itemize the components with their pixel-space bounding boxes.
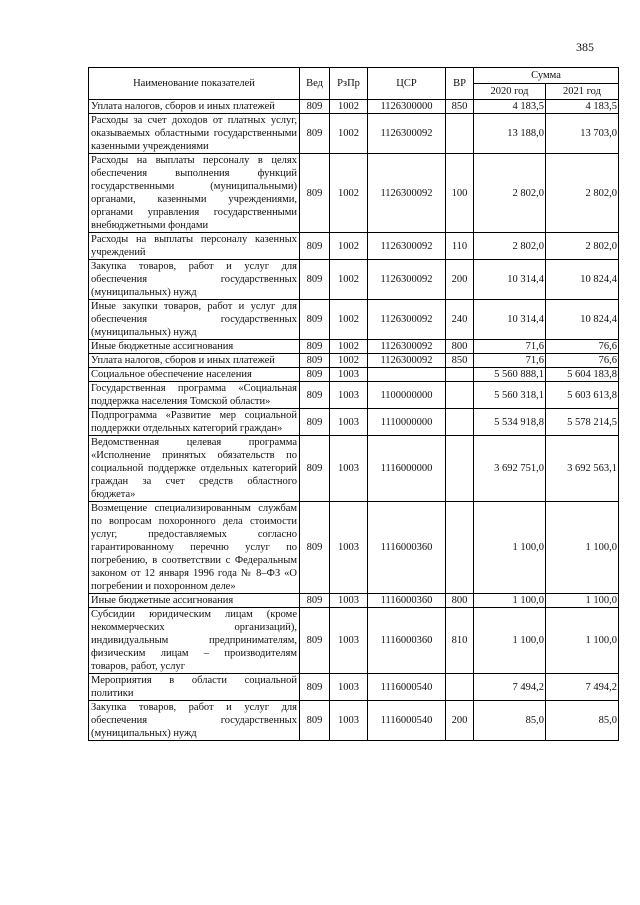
cell-2020: 71,6 [474, 354, 546, 368]
cell-vr [446, 368, 474, 382]
cell-csr: 1116000000 [368, 436, 446, 502]
cell-ved: 809 [300, 674, 330, 701]
header-ved: Вед [300, 68, 330, 100]
cell-ved: 809 [300, 368, 330, 382]
table-row [89, 594, 619, 608]
cell-ved: 809 [300, 114, 330, 154]
cell-2020: 7 494,2 [474, 674, 546, 701]
cell-rzpr: 1003 [330, 594, 368, 608]
cell-ved: 809 [300, 502, 330, 594]
cell-rzpr: 1003 [330, 674, 368, 701]
cell-ved: 809 [300, 608, 330, 674]
cell-vr: 240 [446, 300, 474, 340]
cell-csr: 1110000000 [368, 409, 446, 436]
table-row [89, 233, 619, 260]
budget-table [88, 67, 619, 741]
header-2021: 2021 год [546, 84, 619, 100]
cell-name: Уплата налогов, сборов и иных платежей [89, 100, 300, 114]
cell-name: Подпрограмма «Развитие мер социальной поддержки отдельных категорий граждан» [89, 409, 300, 436]
cell-ved: 809 [300, 409, 330, 436]
cell-csr: 1116000540 [368, 674, 446, 701]
cell-name: Мероприятия в области социальной политики [89, 674, 300, 701]
cell-rzpr: 1003 [330, 608, 368, 674]
cell-csr: 1126300000 [368, 100, 446, 114]
cell-name: Социальное обеспечение населения [89, 368, 300, 382]
cell-2021: 5 604 183,8 [546, 368, 619, 382]
cell-vr: 800 [446, 594, 474, 608]
table-row [89, 436, 619, 502]
cell-rzpr: 1002 [330, 100, 368, 114]
cell-vr: 850 [446, 100, 474, 114]
table-row [89, 354, 619, 368]
cell-2021: 76,6 [546, 340, 619, 354]
cell-name: Субсидии юридическим лицам (кроме некоммерческих организаций), индивидуальным предпринимателям, физическим лицам – производителям товаров, работ, услуг [89, 608, 300, 674]
cell-vr: 200 [446, 701, 474, 741]
cell-name: Расходы за счет доходов от платных услуг, оказываемых областными государственными казенными учреждениями [89, 114, 300, 154]
cell-rzpr: 1003 [330, 368, 368, 382]
cell-2020: 71,6 [474, 340, 546, 354]
cell-ved: 809 [300, 233, 330, 260]
table-row [89, 674, 619, 701]
cell-2021: 5 578 214,5 [546, 409, 619, 436]
cell-rzpr: 1003 [330, 701, 368, 741]
table-body [89, 100, 619, 741]
cell-2020: 1 100,0 [474, 594, 546, 608]
table-row [89, 300, 619, 340]
cell-vr [446, 674, 474, 701]
cell-ved: 809 [300, 382, 330, 409]
cell-rzpr: 1002 [330, 233, 368, 260]
cell-csr: 1116000360 [368, 502, 446, 594]
cell-2020: 10 314,4 [474, 300, 546, 340]
cell-rzpr: 1002 [330, 114, 368, 154]
cell-ved: 809 [300, 154, 330, 233]
cell-csr: 1126300092 [368, 340, 446, 354]
cell-2020: 4 183,5 [474, 100, 546, 114]
cell-vr: 200 [446, 260, 474, 300]
cell-2021: 4 183,5 [546, 100, 619, 114]
table-row [89, 701, 619, 741]
cell-2020: 1 100,0 [474, 502, 546, 594]
cell-2020: 5 560 318,1 [474, 382, 546, 409]
cell-csr: 1126300092 [368, 260, 446, 300]
cell-2020: 1 100,0 [474, 608, 546, 674]
cell-vr [446, 436, 474, 502]
cell-2021: 3 692 563,1 [546, 436, 619, 502]
cell-vr [446, 409, 474, 436]
cell-ved: 809 [300, 436, 330, 502]
cell-name: Иные бюджетные ассигнования [89, 594, 300, 608]
cell-csr [368, 368, 446, 382]
cell-vr [446, 382, 474, 409]
cell-name: Государственная программа «Социальная поддержка населения Томской области» [89, 382, 300, 409]
cell-2021: 5 603 613,8 [546, 382, 619, 409]
cell-ved: 809 [300, 701, 330, 741]
cell-2021: 7 494,2 [546, 674, 619, 701]
cell-vr: 800 [446, 340, 474, 354]
cell-2021: 2 802,0 [546, 154, 619, 233]
cell-2020: 2 802,0 [474, 154, 546, 233]
table-row [89, 409, 619, 436]
cell-csr: 1116000360 [368, 594, 446, 608]
cell-rzpr: 1003 [330, 409, 368, 436]
header-rzpr: РзПр [330, 68, 368, 100]
cell-csr: 1126300092 [368, 233, 446, 260]
cell-rzpr: 1002 [330, 260, 368, 300]
table-row [89, 154, 619, 233]
header-sum: Сумма [474, 68, 619, 84]
cell-rzpr: 1003 [330, 502, 368, 594]
cell-name: Уплата налогов, сборов и иных платежей [89, 354, 300, 368]
cell-rzpr: 1003 [330, 436, 368, 502]
cell-ved: 809 [300, 594, 330, 608]
cell-rzpr: 1002 [330, 300, 368, 340]
table-row [89, 502, 619, 594]
cell-name: Расходы на выплаты персоналу казенных учреждений [89, 233, 300, 260]
cell-rzpr: 1003 [330, 382, 368, 409]
cell-rzpr: 1002 [330, 354, 368, 368]
cell-ved: 809 [300, 100, 330, 114]
header-vr: ВР [446, 68, 474, 100]
cell-csr: 1116000360 [368, 608, 446, 674]
cell-2021: 1 100,0 [546, 502, 619, 594]
cell-csr: 1116000540 [368, 701, 446, 741]
cell-2020: 13 188,0 [474, 114, 546, 154]
header-name: Наименование показателей [89, 68, 300, 100]
cell-ved: 809 [300, 260, 330, 300]
cell-2021: 85,0 [546, 701, 619, 741]
cell-2020: 3 692 751,0 [474, 436, 546, 502]
cell-vr [446, 114, 474, 154]
cell-2020: 10 314,4 [474, 260, 546, 300]
cell-vr: 810 [446, 608, 474, 674]
cell-name: Ведомственная целевая программа «Исполнение принятых обязательств по социальной поддержке отдельных категорий граждан за счет средств областного бюджета» [89, 436, 300, 502]
cell-2021: 10 824,4 [546, 300, 619, 340]
cell-2020: 85,0 [474, 701, 546, 741]
cell-vr [446, 502, 474, 594]
cell-2021: 1 100,0 [546, 608, 619, 674]
header-2020: 2020 год [474, 84, 546, 100]
cell-ved: 809 [300, 354, 330, 368]
cell-rzpr: 1002 [330, 154, 368, 233]
cell-2021: 10 824,4 [546, 260, 619, 300]
cell-name: Возмещение специализированным службам по вопросам похоронного дела стоимости услуг, предоставляемых согласно гарантированному перечню услуг по погребению, в соответствии с Федеральным законом от 12 января 1996 года № 8–ФЗ «О погребении и похоронном деле» [89, 502, 300, 594]
table-row [89, 382, 619, 409]
cell-name: Иные закупки товаров, работ и услуг для обеспечения государственных (муниципальных) нужд [89, 300, 300, 340]
cell-csr: 1126300092 [368, 114, 446, 154]
cell-rzpr: 1002 [330, 340, 368, 354]
cell-ved: 809 [300, 300, 330, 340]
cell-2021: 1 100,0 [546, 594, 619, 608]
header-csr: ЦСР [368, 68, 446, 100]
table-row [89, 608, 619, 674]
cell-name: Закупка товаров, работ и услуг для обеспечения государственных (муниципальных) нужд [89, 701, 300, 741]
cell-vr: 110 [446, 233, 474, 260]
table-row [89, 100, 619, 114]
cell-name: Иные бюджетные ассигнования [89, 340, 300, 354]
cell-2021: 13 703,0 [546, 114, 619, 154]
cell-2021: 2 802,0 [546, 233, 619, 260]
cell-csr: 1126300092 [368, 300, 446, 340]
cell-2020: 2 802,0 [474, 233, 546, 260]
cell-vr: 850 [446, 354, 474, 368]
table-row [89, 340, 619, 354]
page-number: 385 [576, 40, 594, 54]
cell-csr: 1126300092 [368, 154, 446, 233]
cell-name: Закупка товаров, работ и услуг для обеспечения государственных (муниципальных) нужд [89, 260, 300, 300]
cell-ved: 809 [300, 340, 330, 354]
cell-2020: 5 560 888,1 [474, 368, 546, 382]
cell-2020: 5 534 918,8 [474, 409, 546, 436]
cell-name: Расходы на выплаты персоналу в целях обеспечения выполнения функций государственными (муниципальными) органами, казенными учреждениями, органами управления государственными внебюджетными фондами [89, 154, 300, 233]
cell-2021: 76,6 [546, 354, 619, 368]
table-row [89, 260, 619, 300]
table-row [89, 114, 619, 154]
cell-csr: 1126300092 [368, 354, 446, 368]
table-row [89, 368, 619, 382]
cell-vr: 100 [446, 154, 474, 233]
cell-csr: 1100000000 [368, 382, 446, 409]
